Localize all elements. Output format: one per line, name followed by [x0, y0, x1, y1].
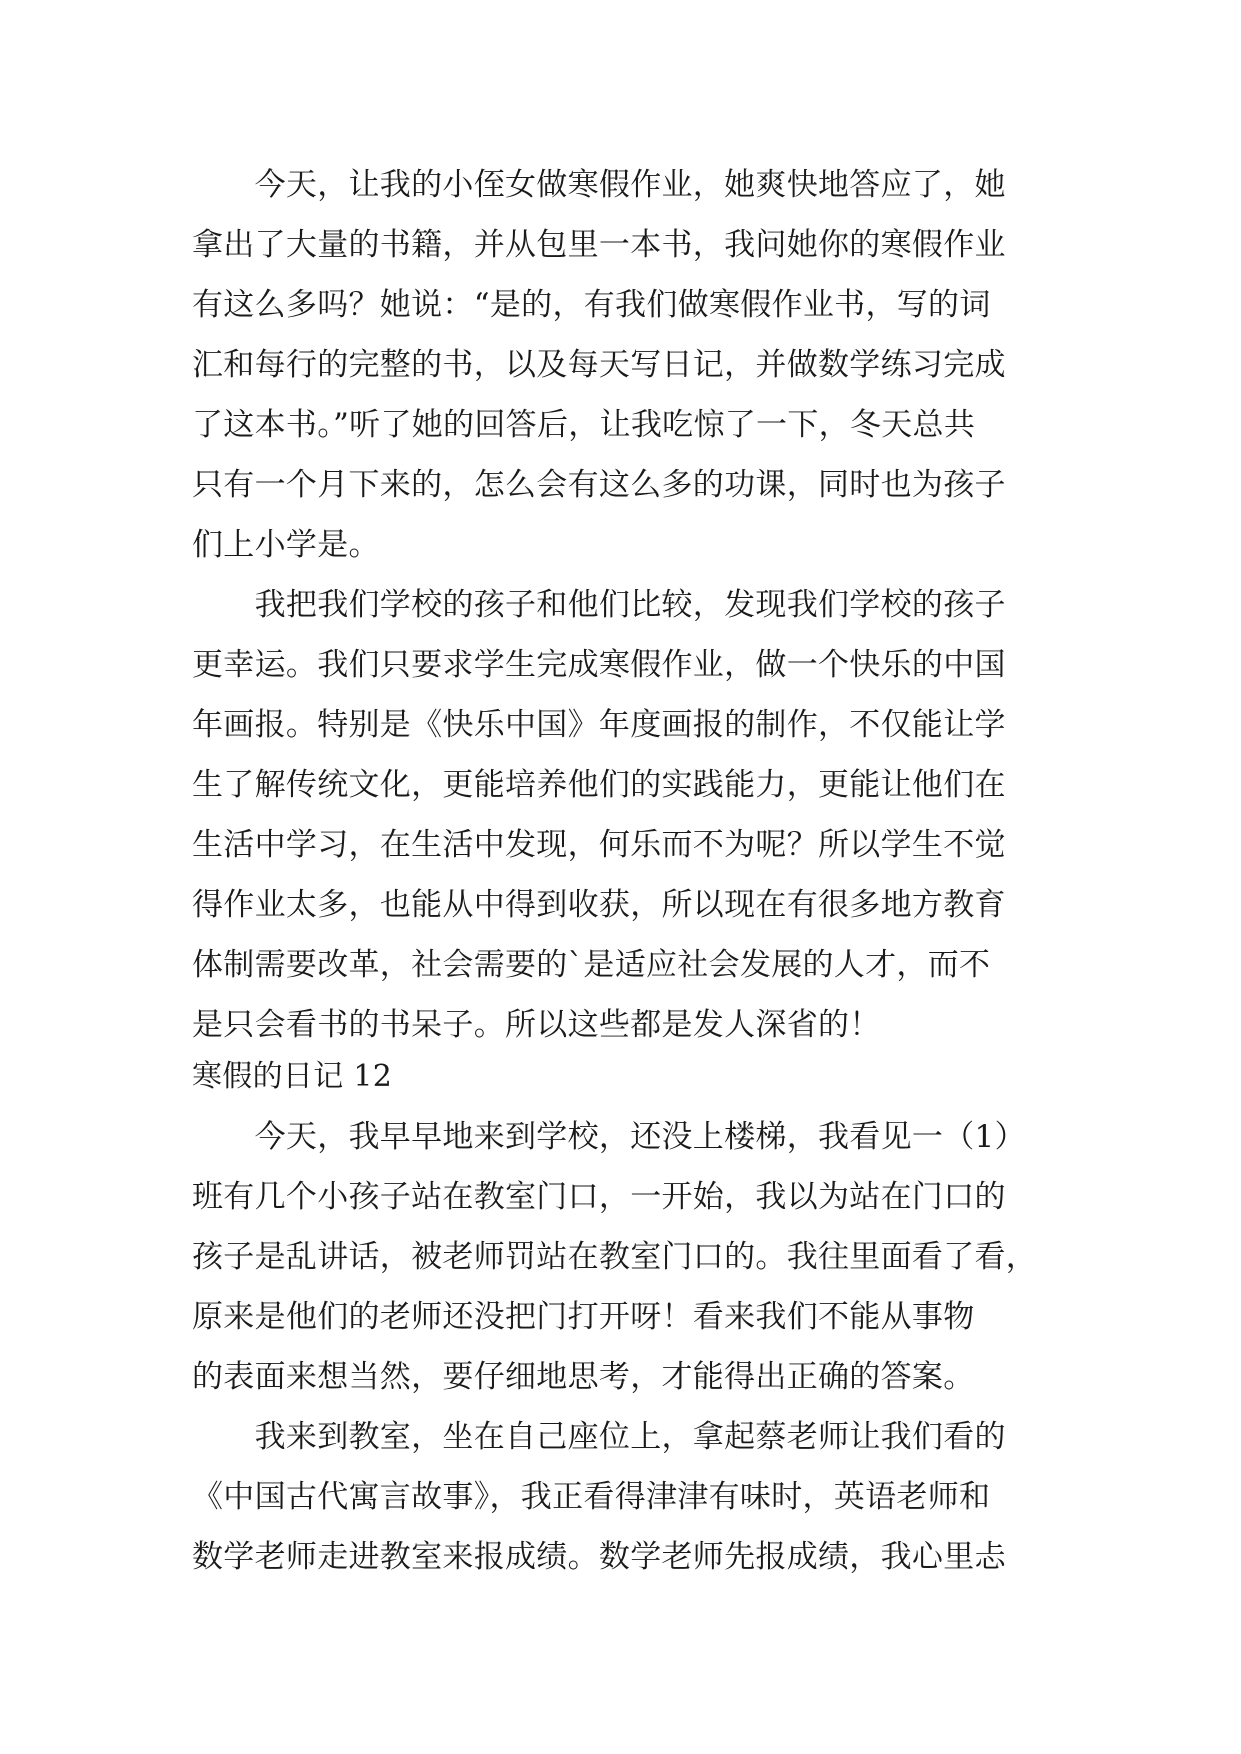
text-line: 汇和每行的完整的书，以及每天写日记，并做数学练习完成	[192, 347, 1006, 383]
text-line: 生活中学习，在生活中发现，何乐而不为呢？所以学生不觉	[192, 827, 1006, 863]
text-line: 我来到教室，坐在自己座位上，拿起蔡老师让我们看的	[192, 1419, 1006, 1455]
text-line: 更幸运。我们只要求学生完成寒假作业，做一个快乐的中国	[192, 647, 1006, 683]
text-line: 了这本书。”听了她的回答后，让我吃惊了一下，冬天总共	[192, 407, 976, 443]
text-line: 我把我们学校的孩子和他们比较，发现我们学校的孩子	[192, 587, 1006, 623]
text-line: 《中国古代寓言故事》，我正看得津津有味时，英语老师和	[192, 1479, 991, 1515]
text-line: 体制需要改革，社会需要的`是适应社会发展的人才，而不	[192, 947, 991, 983]
text-line: 原来是他们的老师还没把门打开呀！看来我们不能从事物	[192, 1299, 975, 1335]
text-line: 孩子是乱讲话，被老师罚站在教室门口的。我往里面看了看，	[192, 1239, 1038, 1275]
text-line: 是只会看书的书呆子。所以这些都是发人深省的！	[192, 1007, 881, 1043]
text-line: 的表面来想当然，要仔细地思考，才能得出正确的答案。	[192, 1359, 975, 1395]
text-line: 生了解传统文化，更能培养他们的实践能力，更能让他们在	[192, 767, 1006, 803]
text-line: 数学老师走进教室来报成绩。数学老师先报成绩，我心里忐	[192, 1539, 1006, 1575]
text-line: 们上小学是。	[192, 527, 380, 563]
text-line: 今天，我早早地来到学校，还没上楼梯，我看见一（1）	[192, 1119, 1026, 1155]
text-line: 今天，让我的小侄女做寒假作业，她爽快地答应了，她	[192, 167, 1006, 203]
text-line: 得作业太多，也能从中得到收获，所以现在有很多地方教育	[192, 887, 1006, 923]
section-heading: 寒假的日记 12	[192, 1059, 393, 1094]
text-line: 班有几个小孩子站在教室门口，一开始，我以为站在门口的	[192, 1179, 1006, 1215]
text-line: 年画报。特别是《快乐中国》年度画报的制作，不仅能让学	[192, 707, 1006, 743]
text-line: 有这么多吗？她说：“是的，有我们做寒假作业书，写的词	[192, 287, 991, 323]
text-line: 拿出了大量的书籍，并从包里一本书，我问她你的寒假作业	[192, 227, 1006, 263]
text-line: 只有一个月下来的，怎么会有这么多的功课，同时也为孩子	[192, 467, 1006, 503]
